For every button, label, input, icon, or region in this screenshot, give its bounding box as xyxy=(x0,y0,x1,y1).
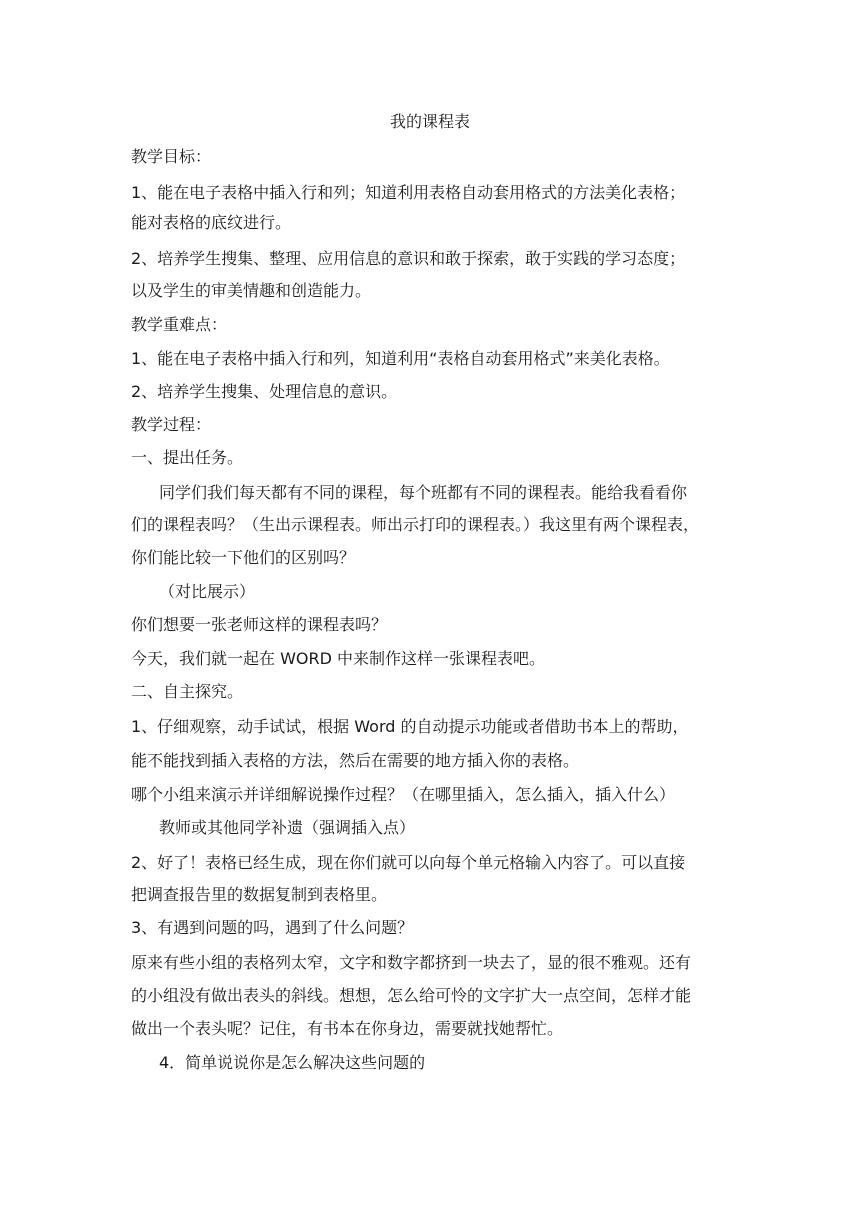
text-line: 2、培养学生搜集、整理、应用信息的意识和敢于探索，敢于实践的学习态度； xyxy=(131,249,686,268)
text-line: 2、好了！表格已经生成，现在你们就可以向每个单元格输入内容了。可以直接 xyxy=(131,853,686,872)
text-line: 1、仔细观察，动手试试，根据 Word 的自动提示功能或者借助书本上的帮助， xyxy=(131,717,689,736)
text-line: 教学目标： xyxy=(131,147,212,166)
text-line: 3、有遇到问题的吗，遇到了什么问题？ xyxy=(131,918,414,937)
text-line: 能对表格的底纹进行。 xyxy=(131,213,292,232)
text-line: 你们能比较一下他们的区别吗？ xyxy=(131,548,356,567)
text-line: 1、能在电子表格中插入行和列；知道利用表格自动套用格式的方法美化表格； xyxy=(131,183,686,202)
text-line: 今天，我们就一起在 WORD 中来制作这样一张课程表吧。 xyxy=(131,649,546,668)
text-line: 把调查报告里的数据复制到表格里。 xyxy=(131,885,388,904)
text-line: 同学们我们每天都有不同的课程，每个班都有不同的课程表。能给我看看你 xyxy=(159,483,688,502)
text-line: 教师或其他同学补遗（强调插入点） xyxy=(159,818,416,837)
text-line: 一、提出任务。 xyxy=(131,448,244,467)
text-line: 原来有些小组的表格列太窄，文字和数字都挤到一块去了，显的很不雅观。还有 xyxy=(131,953,692,972)
text-line: 哪个小组来演示并详细解说操作过程？（在哪里插入，怎么插入，插入什么） xyxy=(131,785,676,804)
text-line: 以及学生的审美情趣和创造能力。 xyxy=(131,281,372,300)
text-line: 教学重难点： xyxy=(131,315,228,334)
text-line: 你们想要一张老师这样的课程表吗？ xyxy=(131,615,388,634)
text-line: 教学过程： xyxy=(131,415,212,434)
text-line: 的小组没有做出表头的斜线。想想，怎么给可怜的文字扩大一点空间，怎样才能 xyxy=(131,986,692,1005)
text-line: 2、培养学生搜集、处理信息的意识。 xyxy=(131,382,398,401)
text-line: 4．简单说说你是怎么解决这些问题的 xyxy=(159,1053,426,1072)
page-title: 我的课程表 xyxy=(389,112,470,131)
text-line: 做出一个表头呢？记住，有书本在你身边，需要就找她帮忙。 xyxy=(131,1019,564,1038)
text-line: 们的课程表吗？（生出示课程表。师出示打印的课程表。）我这里有两个课程表， xyxy=(131,515,700,534)
text-line: 二、自主探究。 xyxy=(131,682,244,701)
text-line: 能不能找到插入表格的方法，然后在需要的地方插入你的表格。 xyxy=(131,751,580,770)
text-line: （对比展示） xyxy=(159,582,256,601)
text-line: 1、能在电子表格中插入行和列，知道利用“表格自动套用格式”来美化表格。 xyxy=(131,349,670,368)
